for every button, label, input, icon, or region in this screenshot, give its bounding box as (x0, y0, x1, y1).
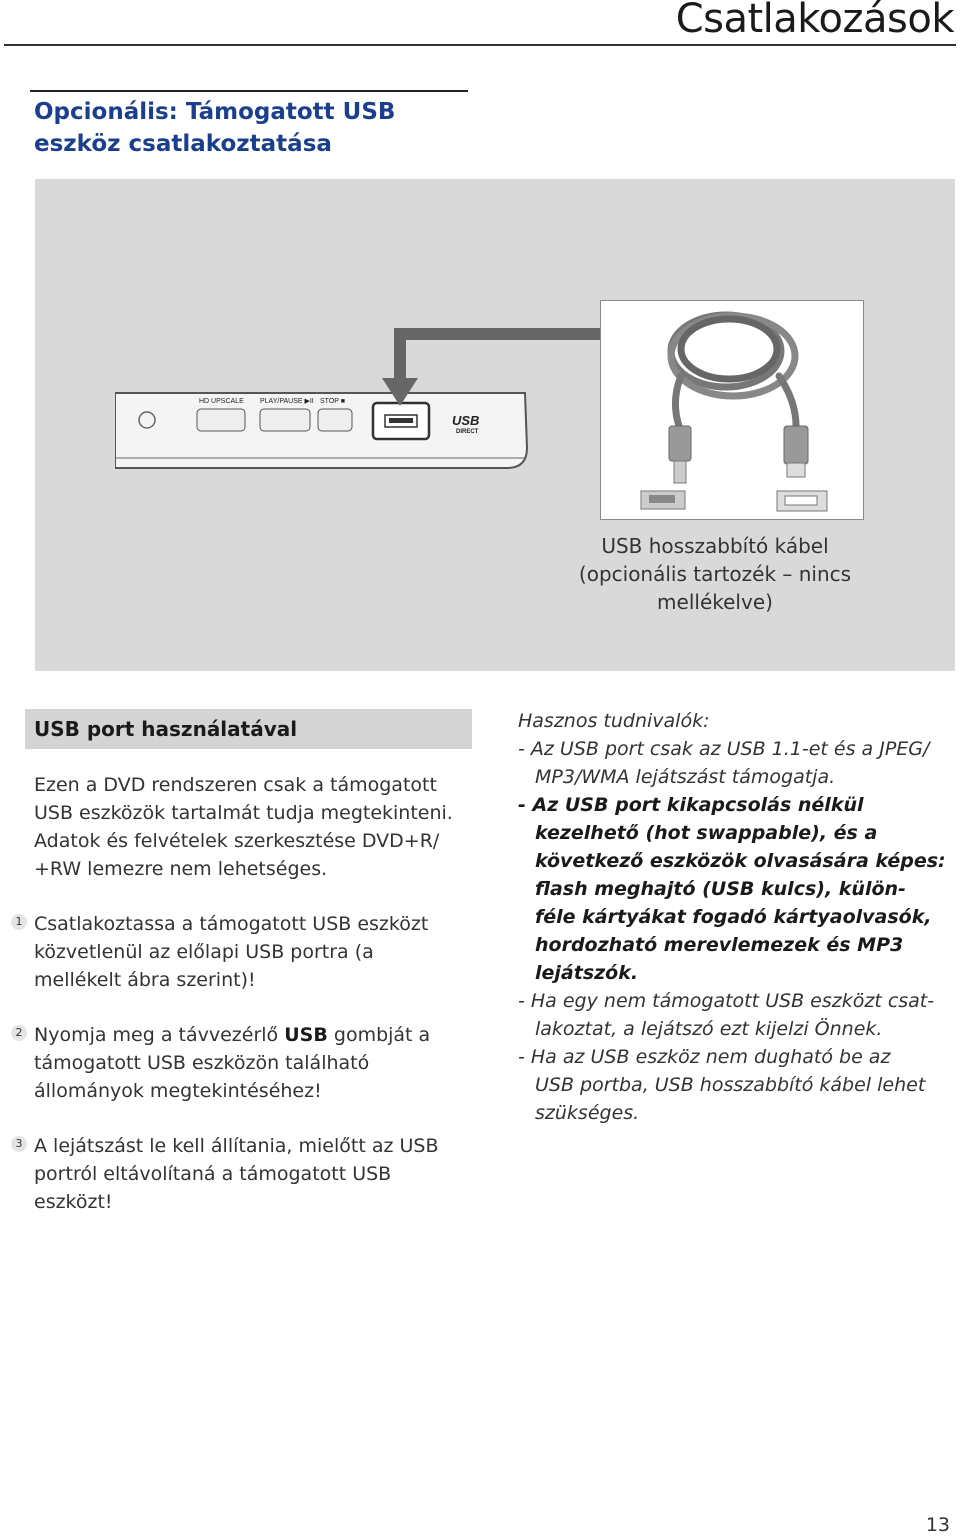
note-4-line2: USB portba, USB hosszabbító kábel lehet (535, 1074, 926, 1096)
usb-logo: USB (452, 413, 480, 428)
usb-cable-photo (600, 300, 864, 520)
step-text-before: Nyomja meg a távvezérlő (34, 1024, 285, 1046)
connection-arrow-icon (370, 320, 610, 410)
section-title (34, 96, 454, 160)
note-2-line3: következő eszközök olvasására képes: (535, 850, 946, 872)
page-title: Csatlakozások (675, 0, 954, 42)
notes-heading: Hasznos tudnivalók: (518, 710, 710, 732)
step-2 (15, 1021, 464, 1105)
step-text-after: gombját a támogatott USB eszközön található állományok megtekintéséhez! (34, 1024, 431, 1102)
step-number: 1 (11, 914, 27, 930)
hd-upscale-label: HD UPSCALE (199, 398, 244, 405)
section-divider (30, 90, 468, 92)
note-2-line7: lejátszók. (535, 962, 639, 984)
note-3-line1: - Ha egy nem támogatott USB eszközt csat- (518, 990, 935, 1012)
step-1 (15, 910, 464, 994)
section-title-line2: eszköz csatlakoztatása (34, 131, 332, 157)
note-1-line1: - Az USB port csak az USB 1.1-et és a JPEG/ (518, 738, 930, 760)
section-title-line1: Opcionális: Támogatott USB (34, 99, 396, 125)
note-2-line1: - Az USB port kikapcsolás nélkül (518, 794, 864, 816)
step-text: A lejátszást le kell állítania, mielőtt az USB portról eltávolítaná a támogatott USB eszközt! (34, 1135, 439, 1213)
caption-line2: (opcionális tartozék – nincs mellékelve) (578, 562, 852, 614)
step-number: 2 (11, 1025, 27, 1041)
note-4-line1: - Ha az USB eszköz nem dugható be az (518, 1046, 891, 1068)
stop-label: STOP ■ (320, 398, 345, 405)
usb-button-name: USB (284, 1024, 328, 1046)
note-2-line2: kezelhető (hot swappable), és a (535, 822, 878, 844)
title-divider (4, 44, 956, 46)
note-4-line3: szükséges. (535, 1102, 640, 1124)
step-text: Csatlakoztassa a támogatott USB eszközt közvetlenül az előlapi USB portra (a mellékelt ábra szerint)! (34, 913, 429, 991)
caption-line1: USB hosszabbító kábel (601, 534, 829, 558)
subsection-title: USB port használatával (34, 717, 298, 741)
step-number: 3 (11, 1136, 27, 1152)
note-2-line6: hordozható merevlemezek és MP3 (535, 934, 904, 956)
page-number: 13 (925, 1514, 950, 1536)
play-pause-label: PLAY/PAUSE ▶II (260, 398, 314, 405)
usb-direct-label: DIRECT (456, 429, 479, 435)
note-2-line4: flash meghajtó (USB kulcs), külön- (535, 878, 906, 900)
note-2-line5: féle kártyákat fogadó kártyaolvasók, (535, 906, 932, 928)
figure-caption (520, 532, 910, 616)
step-3 (15, 1132, 464, 1216)
note-1-line2: MP3/WMA lejátszást támogatja. (535, 766, 836, 788)
notes-block (518, 707, 958, 1127)
note-3-line2: lakoztat, a lejátszó ezt kijelzi Önnek. (535, 1018, 883, 1040)
intro-paragraph: Ezen a DVD rendszeren csak a támogatott USB eszközök tartalmát tudja megtekinteni. Adatok és felvételek szerkesztése DVD+R/ +RW lemezre nem lehetséges. (34, 774, 453, 880)
